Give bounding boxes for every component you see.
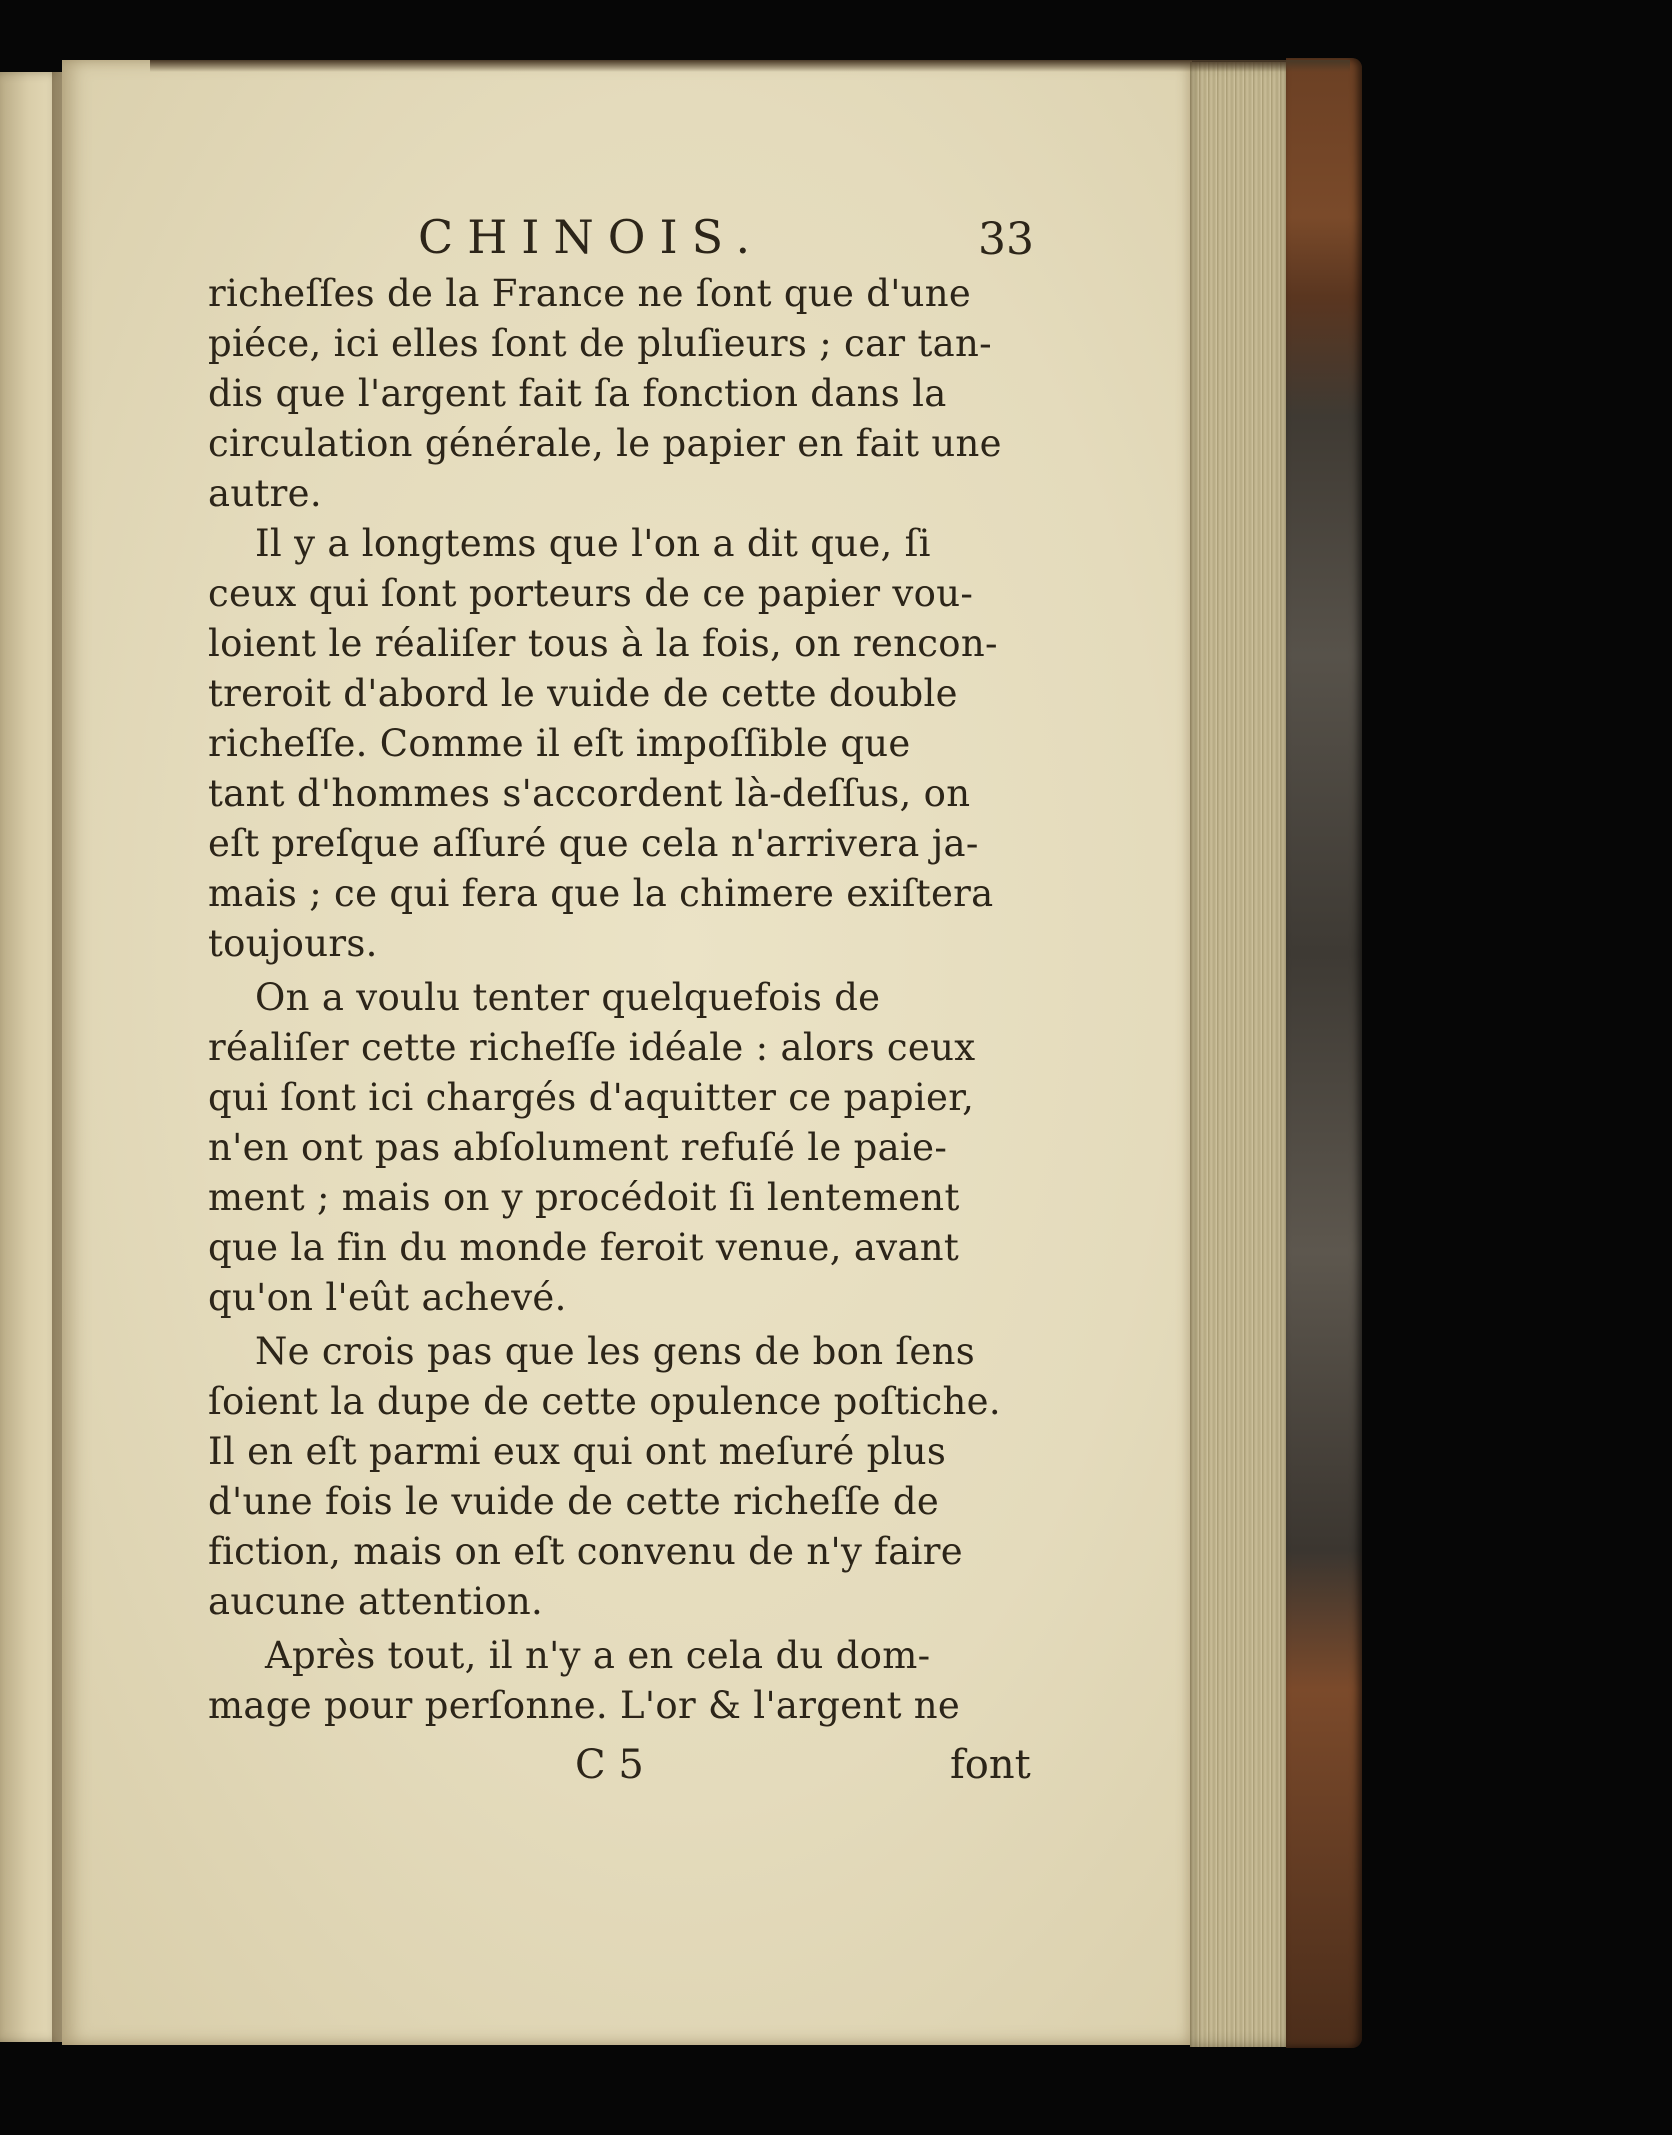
catchword: font — [950, 1742, 1031, 1788]
text-line: mage pour perſonne. L'or & l'argent ne — [208, 1684, 961, 1727]
text-line: n'en ont pas abſolument refuſé le paie- — [208, 1126, 948, 1169]
text-line: dis que l'argent fait ſa fonction dans la — [208, 372, 947, 415]
text-line: toujours. — [208, 922, 378, 965]
text-line: que la fin du monde feroit venue, avant — [208, 1226, 960, 1269]
text-line: eſt preſque aſſuré que cela n'arrivera ja- — [208, 822, 979, 865]
text-line: piéce, ici elles ſont de pluſieurs ; car tan- — [208, 322, 992, 365]
text-line: On a voulu tenter quelquefois de — [255, 976, 881, 1019]
text-line: qui ſont ici chargés d'aquitter ce papier, — [208, 1076, 975, 1119]
leather-binding — [1286, 58, 1362, 2048]
text-line: fiction, mais on eſt convenu de n'y faire — [208, 1530, 963, 1573]
text-line: ceux qui ſont porteurs de ce papier vou- — [208, 572, 974, 615]
text-line: réaliſer cette richeſſe idéale : alors ceux — [208, 1026, 976, 1069]
text-line: richeſſes de la France ne ſont que d'une — [208, 272, 972, 315]
text-line: Après tout, il n'y a en cela du dom- — [265, 1634, 931, 1677]
text-line: tant d'hommes s'accordent là-deſſus, on — [208, 772, 971, 815]
text-line: ment ; mais on y procédoit ſi lentement — [208, 1176, 960, 1219]
page-number: 33 — [978, 214, 1034, 265]
signature-mark: C 5 — [575, 1742, 644, 1788]
text-line: d'une fois le vuide de cette richeſſe de — [208, 1480, 940, 1523]
text-line: Il en eſt parmi eux qui ont meſuré plus — [208, 1430, 947, 1473]
text-line: autre. — [208, 472, 322, 515]
page-block-edges — [1190, 62, 1290, 2047]
text-line: Ne crois pas que les gens de bon ſens — [255, 1330, 976, 1373]
text-line: mais ; ce qui fera que la chimere exiſtera — [208, 872, 994, 915]
top-edge-shadow — [150, 60, 1350, 72]
text-line: circulation générale, le papier en fait une — [208, 422, 1002, 465]
text-line: loient le réaliſer tous à la fois, on rencon- — [208, 622, 998, 665]
text-line: treroit d'abord le vuide de cette double — [208, 672, 958, 715]
text-line: aucune attention. — [208, 1580, 544, 1623]
running-head: CHINOIS. — [418, 210, 765, 264]
text-line: qu'on l'eût achevé. — [208, 1276, 567, 1319]
text-line: ſoient la dupe de cette opulence poſtiche. — [208, 1380, 1001, 1423]
text-line: Il y a longtems que l'on a dit que, ſi — [255, 522, 931, 565]
text-line: richeſſe. Comme il eſt impoſſible que — [208, 722, 911, 765]
